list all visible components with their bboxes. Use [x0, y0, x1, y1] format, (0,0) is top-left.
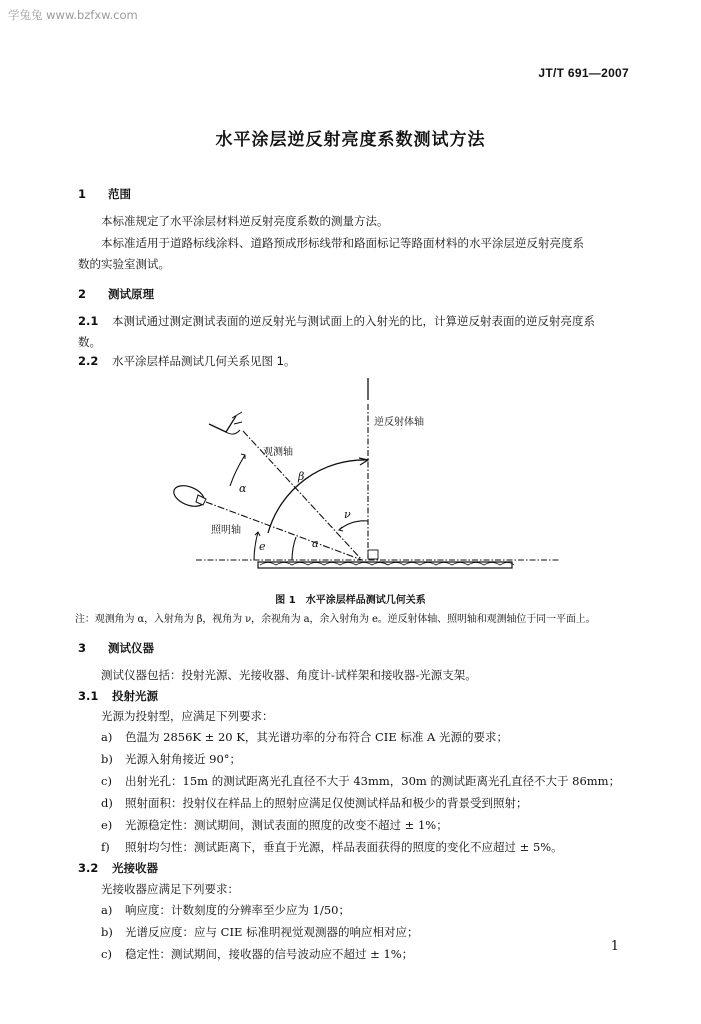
- section-title: 范围: [108, 187, 131, 201]
- section-title: 测试原理: [108, 287, 154, 301]
- subsection-3-1: [78, 688, 158, 704]
- a-arc: [292, 537, 296, 560]
- figure-caption: 图 1 水平涂层样品测试几何关系: [275, 595, 426, 606]
- section-number: 1: [78, 187, 87, 201]
- e-label: e: [259, 540, 266, 553]
- lamp-icon: [171, 482, 207, 511]
- right-angle-mark: [368, 550, 378, 559]
- list-item: b) 光谱反应度：应与 CIE 标准明视觉观测器的响应相对应；: [101, 925, 419, 939]
- section-number: 2: [78, 287, 87, 301]
- list-item: e) 光源稳定性：测试期间，测试表面的照度的改变不超过 ± 1%；: [101, 818, 448, 832]
- paragraph: 本标准规定了水平涂层材料逆反射亮度系数的测量方法。: [101, 214, 389, 228]
- nu-label: ν: [344, 508, 351, 521]
- list-item: c) 出射光孔：15m 的测试距离光孔直径不大于 43mm，30m 的测试距离光孔直径不大于 86mm；: [101, 774, 621, 788]
- list-item: a) 色温为 2856K ± 20 K，其光谱功率的分布符合 CIE 标准 A 光源的要求；: [101, 730, 509, 744]
- paragraph: 数。: [78, 335, 101, 349]
- paragraph: 测试仪器包括：投射光源、光接收器、角度计-试样架和接收器-光源支架。: [101, 668, 477, 682]
- alpha-label: α: [239, 482, 247, 495]
- subsection-number: 2.1: [78, 314, 99, 328]
- eye-icon: [209, 412, 242, 434]
- observation-axis-label: 观测轴: [263, 447, 293, 458]
- subsection-number: 2.2: [78, 354, 99, 368]
- section-3-heading: [78, 640, 154, 656]
- watermark: 学兔兔 www.bzfxw.com: [8, 8, 138, 22]
- paragraph: 数的实验室测试。: [78, 257, 170, 271]
- list-item: a) 响应度：计数刻度的分辨率至少应为 1/50；: [101, 903, 350, 917]
- document-title: 水平涂层逆反射亮度系数测试方法: [215, 130, 486, 150]
- nu-arc: [339, 521, 368, 530]
- beta-label: β: [298, 470, 305, 483]
- paragraph: 本测试通过测定测试表面的逆反射光与测试面上的入射光的比，计算逆反射表面的逆反射亮度系: [112, 314, 595, 328]
- retro-axis-label: 逆反射体轴: [374, 417, 424, 428]
- beta-arrow: [359, 458, 368, 465]
- a-label: a: [312, 537, 319, 550]
- illumination-axis-label: 照明轴: [211, 525, 241, 536]
- paragraph: 本标准适用于道路标线涂料、道路预成形标线带和路面标记等路面材料的水平涂层逆反射亮度系: [101, 236, 584, 250]
- list-item: b) 光源入射角接近 90°；: [101, 752, 242, 766]
- subsection-number: 3.2: [78, 861, 99, 875]
- paragraph: 水平涂层样品测试几何关系见图 1。: [112, 354, 296, 368]
- paragraph: 光源为投射型，应满足下列要求：: [101, 709, 274, 723]
- subsection-title: 投射光源: [112, 689, 158, 703]
- list-item: c) 稳定性：测试期间，接收器的信号波动应不超过 ± 1%；: [101, 947, 414, 961]
- subsection-number: 3.1: [78, 689, 99, 703]
- e-arc: [254, 532, 258, 560]
- figure-note: 注：观测角为 α，入射角为 β，视角为 ν，余视角为 a，余入射角为 e。逆反射体轴、照明轴和观测轴位于同一平面上。: [75, 614, 596, 625]
- subsection-title: 光接收器: [112, 861, 158, 875]
- subsection-3-2: [78, 860, 158, 876]
- list-item: d) 照射面积：投射仪在样品上的照射应满足仅使测试样品和极少的背景受到照射；: [101, 796, 528, 810]
- section-number: 3: [78, 641, 87, 655]
- paragraph: 光接收器应满足下列要求：: [101, 882, 239, 896]
- standard-number: JT/T 691—2007: [538, 66, 629, 80]
- list-item: f) 照射均匀性：测试距离下，垂直于光源，样品表面获得的照度的变化不应超过 ± 5%。: [101, 840, 563, 854]
- page-number: 1: [610, 939, 619, 954]
- section-title: 测试仪器: [108, 641, 154, 655]
